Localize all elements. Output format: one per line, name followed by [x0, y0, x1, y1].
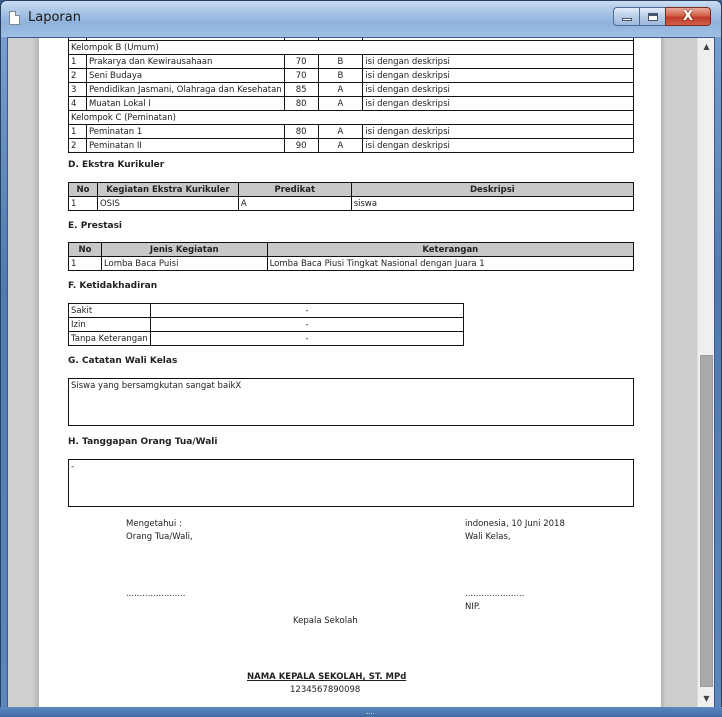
table-row [69, 139, 634, 153]
report-page [39, 38, 661, 707]
signature-right-line: ...................... [465, 589, 525, 599]
predicate-cell: A [318, 83, 363, 97]
group-label: Kelompok B (Umum) [69, 41, 634, 55]
type-cell: Lomba Baca Puisi [101, 257, 267, 271]
window-title: Laporan [28, 10, 81, 25]
section-title-achievements: E. Prestasi [68, 221, 123, 231]
predicate-cell: B [318, 55, 363, 69]
parent-response-box: - [68, 459, 634, 507]
column-header: No [69, 183, 98, 197]
signature-right-nip: NIP. [465, 602, 481, 612]
principal-name: NAMA KEPALA SEKOLAH, ST. MPd [247, 672, 407, 682]
description-cell: isi dengan deskripsi [363, 125, 634, 139]
section-title-absence: F. Ketidakhadiran [68, 281, 158, 291]
row-no: 2 [69, 69, 87, 83]
row-no: 1 [69, 125, 87, 139]
absence-table [68, 303, 464, 346]
score-cell: 85 [284, 83, 318, 97]
row-no: 4 [69, 97, 87, 111]
score-cell: 70 [284, 69, 318, 83]
description-cell: isi dengan deskripsi [363, 55, 634, 69]
table-row [69, 125, 634, 139]
title-bar[interactable] [1, 1, 721, 37]
scroll-thumb[interactable] [700, 355, 713, 687]
score-cell: 80 [284, 97, 318, 111]
arrow-down-icon: ▼ [703, 694, 710, 703]
group-row [69, 41, 634, 55]
score-cell: 70 [284, 55, 318, 69]
description-cell: siswa [351, 197, 633, 211]
description-cell: isi dengan deskripsi [363, 83, 634, 97]
column-header: Deskripsi [351, 183, 633, 197]
row-no: 1 [69, 257, 102, 271]
subject-cell: Muatan Lokal I [86, 97, 284, 111]
signature-left-line: ...................... [126, 589, 186, 599]
row-no: 1 [69, 55, 87, 69]
description-cell: isi dengan deskripsi [363, 139, 634, 153]
subject-cell: Seni Budaya [86, 69, 284, 83]
close-button[interactable] [665, 7, 711, 26]
table-row [69, 197, 634, 211]
report-viewer [7, 37, 715, 708]
section-title-extracurricular: D. Ekstra Kurikuler [68, 160, 165, 170]
predicate-cell: A [238, 197, 351, 211]
row-no: 1 [69, 197, 98, 211]
homeroom-note-box: Siswa yang bersamgkutan sangat baikX [68, 378, 634, 426]
description-cell: isi dengan deskripsi [363, 97, 634, 111]
signature-right-line1: indonesia, 10 Juni 2018 [465, 519, 565, 529]
signature-left-line1: Mengetahui : [126, 519, 182, 529]
absence-label: Tanpa Keterangan [69, 332, 151, 346]
column-header: No [69, 243, 102, 257]
minimize-icon [622, 18, 632, 21]
table-row [69, 55, 634, 69]
window-bottom-frame [0, 707, 722, 717]
table-row [69, 332, 464, 346]
predicate-cell: A [318, 125, 363, 139]
window-controls [613, 7, 711, 27]
minimize-button[interactable] [613, 7, 639, 26]
extracurricular-table [68, 182, 634, 211]
column-header: Kegiatan Ekstra Kurikuler [97, 183, 238, 197]
absence-value: - [150, 304, 463, 318]
section-title-parent-response: H. Tanggapan Orang Tua/Wali [68, 437, 218, 447]
subject-cell: Peminatan II [86, 139, 284, 153]
scroll-down-button[interactable] [698, 690, 715, 707]
principal-label: Kepala Sekolah [293, 616, 358, 626]
column-header: Predikat [238, 183, 351, 197]
subject-cell: Pendidikan Jasmani, Olahraga dan Kesehatan [86, 83, 284, 97]
column-header: Keterangan [267, 243, 633, 257]
absence-label: Sakit [69, 304, 151, 318]
predicate-cell: B [318, 69, 363, 83]
vertical-scrollbar[interactable] [697, 38, 714, 707]
table-row [69, 83, 634, 97]
table-header-row [69, 243, 634, 257]
arrow-up-icon: ▲ [703, 42, 710, 51]
group-row [69, 111, 634, 125]
description-cell: isi dengan deskripsi [363, 69, 634, 83]
predicate-cell: A [318, 139, 363, 153]
absence-value: - [150, 318, 463, 332]
signature-left-line2: Orang Tua/Wali, [126, 532, 193, 542]
maximize-button[interactable] [639, 7, 665, 26]
document-icon [9, 11, 20, 25]
right-margin [661, 38, 697, 707]
grades-table [68, 37, 634, 153]
table-row [69, 69, 634, 83]
principal-id: 1234567890098 [290, 685, 361, 695]
section-title-homeroom-note: G. Catatan Wali Kelas [68, 356, 178, 366]
close-icon: X [682, 9, 694, 24]
signature-right-line2: Wali Kelas, [465, 532, 511, 542]
subject-cell: Prakarya dan Kewirausahaan [86, 55, 284, 69]
predicate-cell: A [318, 97, 363, 111]
column-header: Jenis Kegiatan [101, 243, 267, 257]
table-row [69, 97, 634, 111]
resize-grip[interactable] [366, 713, 374, 716]
row-no: 2 [69, 139, 87, 153]
table-row [69, 257, 634, 271]
table-row [69, 318, 464, 332]
achievements-table [68, 242, 634, 271]
score-cell: 90 [284, 139, 318, 153]
note-cell: Lomba Baca Piusi Tingkat Nasional dengan Juara 1 [267, 257, 633, 271]
score-cell: 80 [284, 125, 318, 139]
table-row [69, 304, 464, 318]
table-header-row [69, 183, 634, 197]
absence-value: - [150, 332, 463, 346]
row-no: 3 [69, 83, 87, 97]
group-label: Kelompok C (Peminatan) [69, 111, 634, 125]
subject-cell: Peminatan 1 [86, 125, 284, 139]
absence-label: Izin [69, 318, 151, 332]
maximize-icon [648, 13, 658, 21]
left-margin [8, 38, 39, 707]
activity-cell: OSIS [97, 197, 238, 211]
scroll-up-button[interactable] [698, 38, 715, 55]
